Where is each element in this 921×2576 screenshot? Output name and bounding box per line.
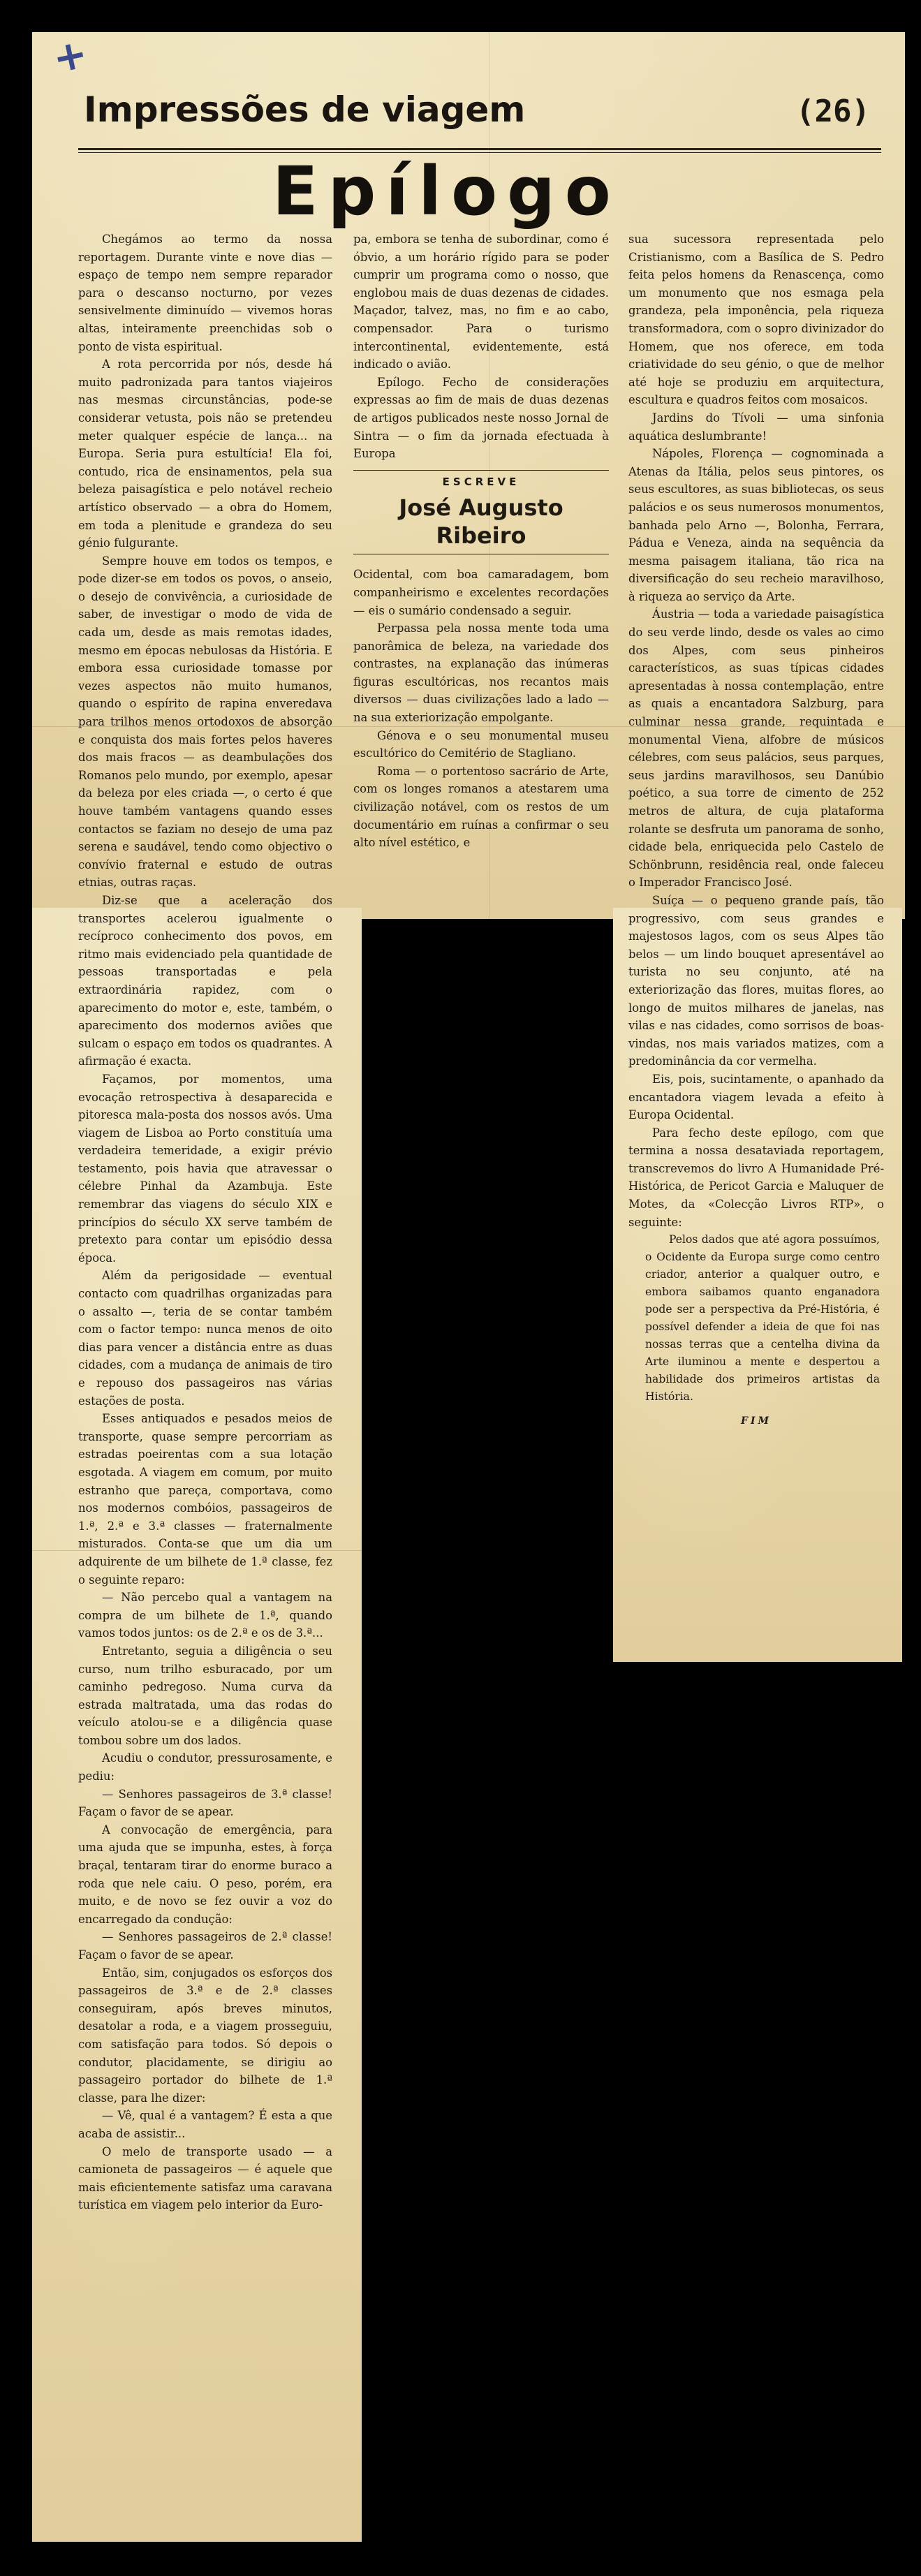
paragraph: — Não percebo qual a vantagem na compra de um bilhete de 1.ª, quando vamos todos juntos: os de 2.ª e os de 3.ª... (78, 1591, 332, 1640)
handwritten-mark: + (48, 29, 92, 83)
byline-author: José Augusto Ribeiro (353, 494, 609, 554)
quote-paragraph: Pelos dados que até agora possuímos, o Ocidente da Europa surge como centro criador, anterior a qualquer outro, e embora saibamos quanto enganadora pode ser a perspectiva da Pré-História, é possível defender a ideia de que foi nas nossas terras que a centelha divina da Arte iluminou a mente e despertou a habilidade dos primeiros artistas da História. (645, 1233, 880, 1404)
paragraph: Perpassa pela nossa mente toda uma panorâmica de beleza, na variedade dos contrastes, na explanação das inúmeras figuras escultóricas, nos recantos mais diversos — duas civilizações lado a lado — na sua exteriorização empolgante. (353, 621, 609, 725)
episode-number: (26) (796, 94, 870, 129)
paragraph: Suíça — o pequeno grande país, tão progressivo, com seus grandes e majestosos lagos, com os seus Alpes tão belos — um lindo bouquet apresentável ao turista no seu conjunto, até na exteriorização das flores, muitas flores, ao longo de muitos milhares de janelas, nas vilas e nas cidades, como sorrisos de boas-vindas, nos mais variados matizes, com a predominância da cor vermelha. (628, 893, 884, 1068)
article-column-3 (628, 230, 884, 1431)
paragraph: O melo de transporte usado — a camioneta de passageiros — é aquele que mais eficientemente satisfaz uma caravana turística em viagem pelo interior da Euro- (78, 2144, 332, 2212)
paragraph: — Senhores passageiros de 3.ª classe! Façam o favor de se apear. (78, 1787, 332, 1819)
paragraph: Sempre houve em todos os tempos, e pode dizer-se em todos os povos, o anseio, o desejo de convivência, a curiosidade de saber, de investigar o modo de vida de cada um, desde as mais remotas idades, mesmo em épocas nebulosas da História. E embora essa curiosidade tomasse por vezes aspectos não muito humanos, quando o espírito de rapina enveredava para trilhos menos ortodoxos de absorção e conquista dos mais fortes pelos haveres dos mais fracos — as deambulações dos Romanos pelo mundo, por exemplo, apesar da beleza por eles criada —, o certo é que houve também vantagens quando esses contactos se faziam no desejo de uma paz serena e saudável, tendo como objectivo o convívio fraternal e estudo de outras etnias, outras raças. (78, 554, 332, 890)
article-title: Epílogo (272, 152, 621, 230)
paragraph: Então, sim, conjugados os esforços dos passageiros de 3.ª e de 2.ª classes conseguiram, após breves minutos, desatolar a roda, e a viagem prosseguiu, com satisfação para todos. Só depois o condutor, placidamente, se dirigiu ao passageiro portador do bilhete de 1.ª classe, para lhe dizer: (78, 1966, 332, 2105)
paragraph: Jardins do Tívoli — uma sinfonia aquática deslumbrante! (628, 411, 884, 443)
paragraph: Eis, pois, sucintamente, o apanhado da encantadora viagem levada a efeito à Europa Ocidental. (628, 1072, 884, 1122)
book-quotation (645, 1231, 880, 1406)
series-title: Impressões de viagem (84, 89, 526, 130)
paragraph: Diz-se que a aceleração dos transportes acelerou igualmente o recíproco conhecimento dos povos, em ritmo mais evidenciado pela quantidade de pessoas transportadas e pela extraordinária rapidez, com o aparecimento do motor e, este, também, o aparecimento dos modernos aviões que sulcam o espaço em todos os quadrantes. A afirmação é exacta. (78, 893, 332, 1068)
article-column-2 (353, 230, 609, 852)
paragraph: Façamos, por momentos, uma evocação retrospectiva à desaparecida e pitoresca mala-posta dos nossos avós. Uma viagem de Lisboa ao Porto constituía uma verdadeira temeridade, a exigir prévio testamento, pois havia que atravessar o célebre Pinhal da Azambuja. Este remembrar das viagens do século XIX e princípios do século XX serve também de pretexto para contar um episódio dessa época. (78, 1072, 332, 1265)
paragraph: Ocidental, com boa camaradagem, bom companheirismo e excelentes recordações — eis o sumário condensado a seguir. (353, 568, 609, 617)
paragraph: A rota percorrida por nós, desde há muito padronizada para tantos viajeiros nas mesmas circunstâncias, pode-se considerar vetusta, pois não se pretendeu meter qualquer espécie de lança... na Europa. Seria pura estultícia! Ela foi, contudo, rica de ensinamentos, pela sua beleza paisagística e pelo notável recheio artístico observado — a obra do Homem, em toda a plenitude e grandeza do seu génio fulgurante. (78, 358, 332, 550)
paragraph: A convocação de emergência, para uma ajuda que se impunha, estes, à força braçal, tentaram tirar do enorme buraco a roda que nele caiu. O peso, porém, era muito, e de novo se fez ouvir a voz do encarregado da condução: (78, 1823, 332, 1926)
paragraph: Áustria — toda a variedade paisagística do seu verde lindo, desde os vales ao cimo dos Alpes, com seus pinheiros característicos, as suas típicas cidades apresentadas à nossa contemplação, entre as quais a encantadora Salzburg, para culminar nessa grande, requintada e monumental Viena, alfobre de músicos célebres, com seus palácios, seus parques, seus jardins maravilhosos, seu Danúbio poético, a sua torre de cimento de 252 metros de altura, de cuja plataforma rolante se desfruta um panorama de sonho, cidade bela, enriquecida pelo Castelo de Schönbrunn, residência real, onde faleceu o Imperador Francisco José. (628, 608, 884, 890)
paragraph: — Senhores passageiros de 2.ª classe! Façam o favor de se apear. (78, 1930, 332, 1962)
paragraph: — Vê, qual é a vantagem? É esta a que acaba de assistir... (78, 2109, 332, 2140)
paragraph: Acudiu o condutor, pressurosamente, e pediu: (78, 1751, 332, 1783)
closing-mark: FIM (741, 1415, 772, 1427)
paragraph: Génova e o seu monumental museu escultórico do Cemitério de Stagliano. (353, 728, 609, 760)
byline-label: ESCREVE (353, 470, 609, 492)
article-column-1 (78, 230, 332, 2214)
paragraph: Epílogo. Fecho de considerações expressas ao fim de mais de duas dezenas de artigos publicados neste nosso Jornal de Sintra — o fim da jornada efectuada à Europa (353, 375, 609, 461)
paragraph: Chegámos ao termo da nossa reportagem. Durante vinte e nove dias — espaço de tempo nem sempre reparador para o descanso nocturno, por vezes sensivelmente diminuído — vivemos horas altas, inteiramente preenchidas sob o ponto de vista espiritual. (78, 233, 332, 353)
paragraph: sua sucessora representada pelo Cristianismo, com a Basílica de S. Pedro feita pelos homens da Renascença, como um monumento que nos esmaga pela grandeza, pela imponência, pela riqueza transformadora, com o sopro divinizador do Homem, que nos oferece, em toda criatividade do seu génio, o que de melhor até hoje se produziu em arquitectura, escultura e quadros feitos com mosaicos. (628, 233, 884, 407)
paragraph: pa, embora se tenha de subordinar, como é óbvio, a um horário rígido para se poder cumprir um programa como o nosso, que englobou mais de duas dezenas de cidades. Maçador, talvez, mas, no fim e ao cabo, compensador. Para o turismo intercontinental, evidentemente, está indicado o avião. (353, 233, 609, 371)
paragraph: Esses antiquados e pesados meios de transporte, quase sempre percorriam as estradas poeirentas com a sua lotação esgotada. A viagem em comum, por muito estranho que pareça, comportava, como nos modernos combóios, passageiros de 1.ª, 2.ª e 3.ª classes — fraternalmente misturados. Conta-se que um dia um adquirente de um bilhete de 1.ª classe, fez o seguinte reparo: (78, 1412, 332, 1587)
paragraph: Roma — o portentoso sacrário de Arte, com os longes romanos a atestarem uma civilização notável, com os restos de um documentário em ruínas a confirmar o seu alto nível estético, e (353, 764, 609, 850)
paragraph: Além da perigosidade — eventual contacto com quadrilhas organizadas para o assalto —, teria de se contar também com o factor tempo: nunca menos de oito dias para vencer a distância entre as duas cidades, com a mudança de animais de tiro e repouso dos passageiros nas várias estações de posta. (78, 1269, 332, 1408)
paragraph: Para fecho deste epílogo, com que termina a nossa desataviada reportagem, transcrevemos do livro A Humanidade Pré-Histórica, de Pericot Garcia e Maluquer de Motes, da «Colecção Livros RTP», o seguinte: (628, 1126, 884, 1229)
header-rule (78, 148, 881, 150)
paragraph: Nápoles, Florença — cognominada a Atenas da Itália, pelos seus pintores, os seus escultores, as suas bibliotecas, os seus palácios e os seus numerosos monumentos, banhada pelo Arno —, Bolonha, Ferrara, Pádua e Veneza, ainda na sequência da mesma paisagem italiana, tão rica na diversificação do seu recheio maravilhoso, à riqueza ao serviço da Arte. (628, 447, 884, 603)
paragraph: Entretanto, seguia a diligência o seu curso, num trilho esburacado, por um caminho pedregoso. Numa curva da estrada maltratada, uma das rodas do veículo atolou-se e a diligência quase tombou sobre um dos lados. (78, 1644, 332, 1747)
